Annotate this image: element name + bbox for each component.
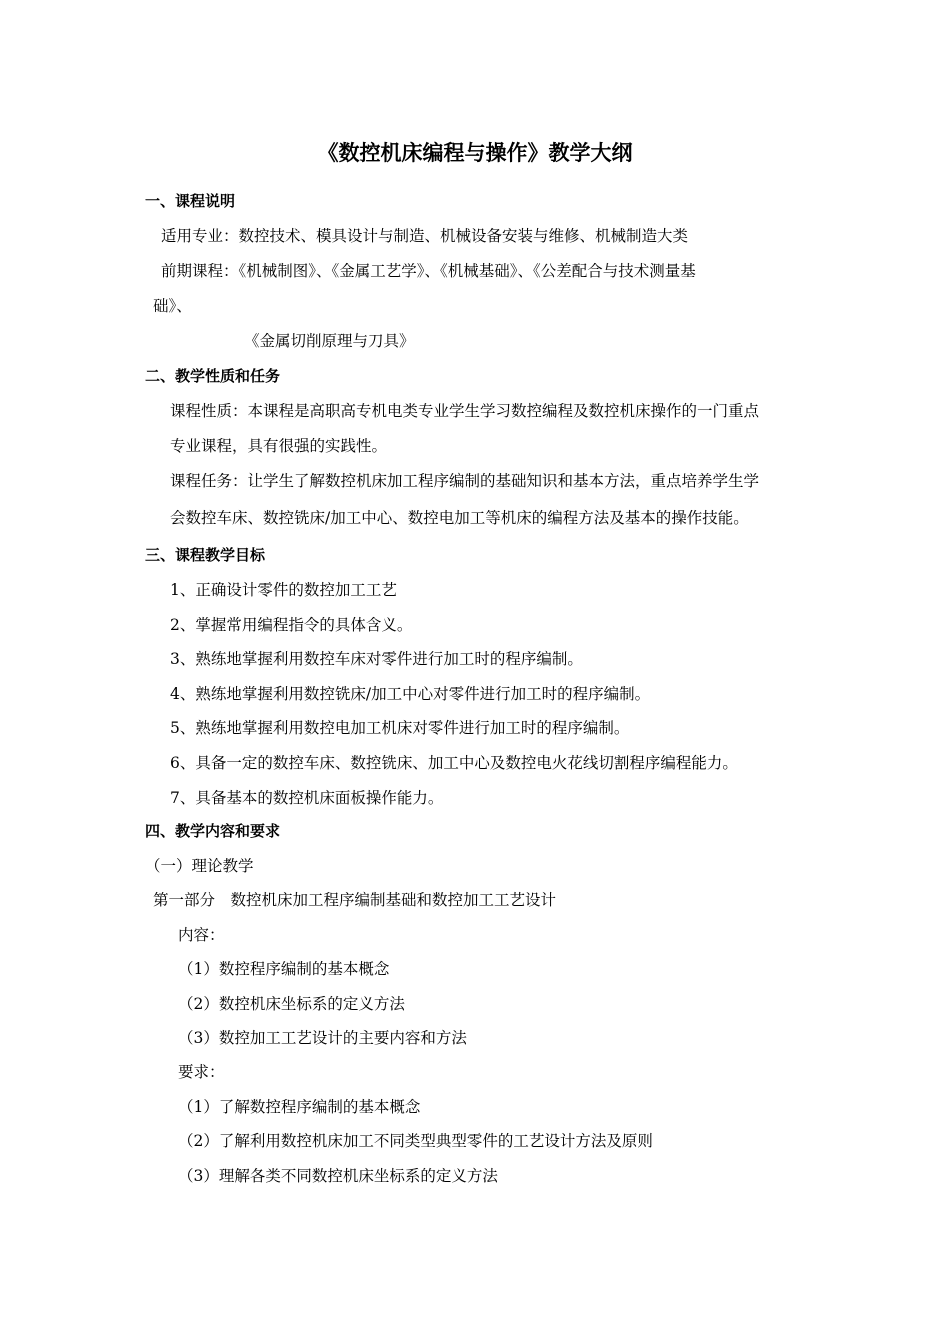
document-title: 《数控机床编程与操作》教学大纲 xyxy=(317,141,633,165)
requirement-item: （3）理解各类不同数控机床坐标系的定义方法 xyxy=(178,1167,498,1185)
goal-item: 5、熟练地掌握利用数控电加工机床对零件进行加工时的程序编制。 xyxy=(170,719,630,737)
section-heading-teaching-goals: 三、课程教学目标 xyxy=(145,546,266,564)
requirement-item: （1）了解数控程序编制的基本概念 xyxy=(178,1098,421,1116)
content-item: （3）数控加工工艺设计的主要内容和方法 xyxy=(178,1029,467,1047)
subsection-theory-teaching: （一）理论教学 xyxy=(145,857,254,875)
part-one-title: 第一部分 数控机床加工程序编制基础和数控加工工艺设计 xyxy=(153,891,557,909)
section-heading-nature-and-tasks: 二、教学性质和任务 xyxy=(145,367,281,385)
goal-item: 6、具备一定的数控车床、数控铣床、加工中心及数控电火花线切割程序编程能力。 xyxy=(170,754,738,772)
content-label: 内容： xyxy=(178,926,225,944)
prerequisite-courses-line-1: 前期课程：《机械制图》、《金属工艺学》、《机械基础》、《公差配合与技术测量基 xyxy=(161,262,696,280)
section-heading-course-description: 一、课程说明 xyxy=(145,192,236,210)
applicable-majors: 适用专业：数控技术、模具设计与制造、机械设备安装与维修、机械制造大类 xyxy=(161,227,689,245)
content-item: （2）数控机床坐标系的定义方法 xyxy=(178,995,405,1013)
goal-item: 1、正确设计零件的数控加工工艺 xyxy=(170,581,397,599)
course-nature-line-2: 专业课程，具有很强的实践性。 xyxy=(170,437,388,455)
course-task-line-2: 会数控车床、数控铣床/加工中心、数控电加工等机床的编程方法及基本的操作技能。 xyxy=(170,509,749,527)
goal-item: 2、掌握常用编程指令的具体含义。 xyxy=(170,616,413,634)
requirements-label: 要求： xyxy=(178,1063,225,1081)
prerequisite-courses-line-3: 《金属切削原理与刀具》 xyxy=(244,332,415,350)
goal-item: 4、熟练地掌握利用数控铣床/加工中心对零件进行加工时的程序编制。 xyxy=(170,685,651,703)
course-task-line-1: 课程任务：让学生了解数控机床加工程序编制的基础知识和基本方法，重点培养学生学 xyxy=(170,472,760,490)
goal-item: 7、具备基本的数控机床面板操作能力。 xyxy=(170,789,444,807)
section-heading-content-and-requirements: 四、教学内容和要求 xyxy=(145,822,281,840)
goal-item: 3、熟练地掌握利用数控车床对零件进行加工时的程序编制。 xyxy=(170,650,583,668)
prerequisite-courses-line-2: 础》、 xyxy=(153,297,192,315)
requirement-item: （2）了解利用数控机床加工不同类型典型零件的工艺设计方法及原则 xyxy=(178,1132,653,1150)
content-item: （1）数控程序编制的基本概念 xyxy=(178,960,390,978)
course-nature-line-1: 课程性质：本课程是高职高专机电类专业学生学习数控编程及数控机床操作的一门重点 xyxy=(170,402,760,420)
